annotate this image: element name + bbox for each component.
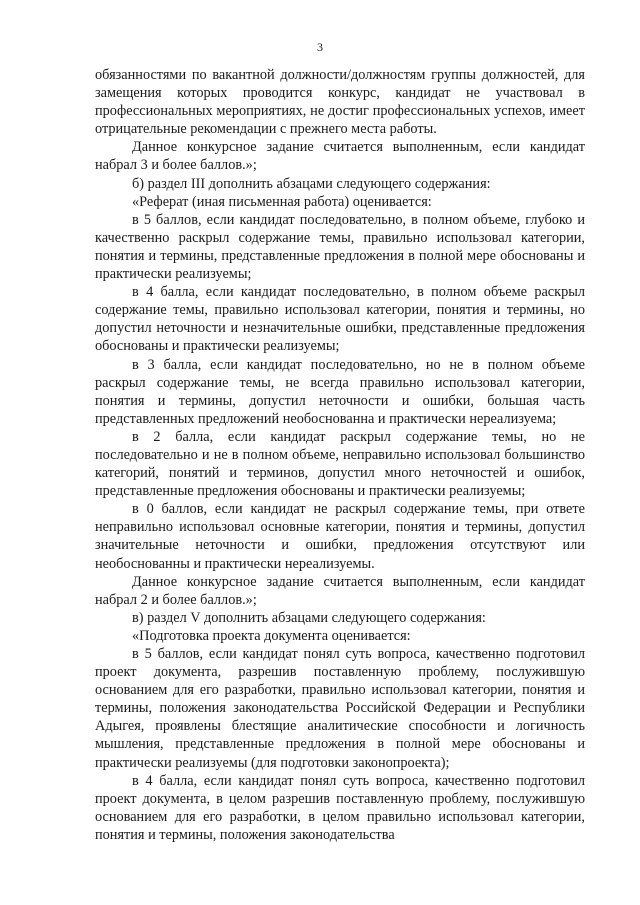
paragraph-draft-heading: «Подготовка проекта документа оценивается: bbox=[132, 627, 411, 644]
paragraph-draft-4-points: в 4 балла, если кандидат понял суть вопроса, качественно подготовил проект документа, в целом разрешив поставленную проблему, послужившую основанием для его разработки, в целом правильно использовал категории, понятия и термины, положения законодательства bbox=[95, 772, 585, 843]
paragraph-amendment-c: в) раздел V дополнить абзацами следующего содержания: bbox=[132, 609, 486, 626]
paragraph-essay-0-points: в 0 баллов, если кандидат не раскрыл содержание темы, при ответе неправильно использовал основные категории, понятия и термины, допустил значительные неточности и ошибки, предложения отсутствуют или необоснованны и практически нереализуемы. bbox=[95, 501, 585, 572]
paragraph-draft-5-points: в 5 баллов, если кандидат понял суть вопроса, качественно подготовил проект документа, разрешив поставленную проблему, послужившую основанием для его разработки, правильно использовал категории, понятия и термины, положения законодательства Российской Федерации и Республики Адыгея, проявлены блестящие аналитические способности и логичность мышления, представленные предложения в полной мере обоснованы и практически реализуемы (для подготовки законопроекта); bbox=[95, 646, 585, 771]
paragraph-essay-2-points: в 2 балла, если кандидат раскрыл содержание темы, но не последовательно и не в полном объеме, неправильно использовал большинство категорий, понятий и терминов, допустил много неточностей и ошибок, представленные предложения обоснованы и практически реализуемы; bbox=[95, 428, 585, 500]
paragraph-essay-heading: «Реферат (иная письменная работа) оценивается: bbox=[132, 193, 432, 210]
paragraph-essay-3-points: в 3 балла, если кандидат последовательно, но не в полном объеме раскрыл содержание темы, не всегда правильно использовал категории, понятия и термины, допустил неточности и ошибки, большая часть представленных предложений необоснованна и практически нереализуема; bbox=[95, 356, 585, 427]
paragraph-continuation: обязанностями по вакантной должности/должностям группы должностей, для замещения которых проводится конкурс, кандидат не участвовал в профессиональных мероприятиях, не достиг профессиональных успехов, имеет отрицательные рекомендации с прежнего места работы. bbox=[95, 67, 585, 138]
paragraph-amendment-b: б) раздел III дополнить абзацами следующего содержания: bbox=[132, 175, 491, 192]
paragraph-section-3-passing-score: Данное конкурсное задание считается выполненным, если кандидат набрал 2 и более баллов.»; bbox=[95, 573, 585, 608]
paragraph-essay-5-points: в 5 баллов, если кандидат последовательно, в полном объеме, глубоко и качественно раскрыл содержание темы, правильно использовал категории, понятия и термины, представленные предложения в полной мере обоснованы и практически реализуемы; bbox=[95, 211, 585, 283]
document-body bbox=[95, 66, 585, 844]
paragraph-section-2-passing-score: Данное конкурсное задание считается выполненным, если кандидат набрал 3 и более баллов.»; bbox=[95, 139, 585, 174]
page-number: 3 bbox=[317, 40, 323, 54]
paragraph-essay-4-points: в 4 балла, если кандидат последовательно, в полном объеме раскрыл содержание темы, правильно использовал категории, понятия и термины, но допустил неточности и незначительные ошибки, представленные предложения обоснованы и практически реализуемы; bbox=[95, 284, 585, 355]
